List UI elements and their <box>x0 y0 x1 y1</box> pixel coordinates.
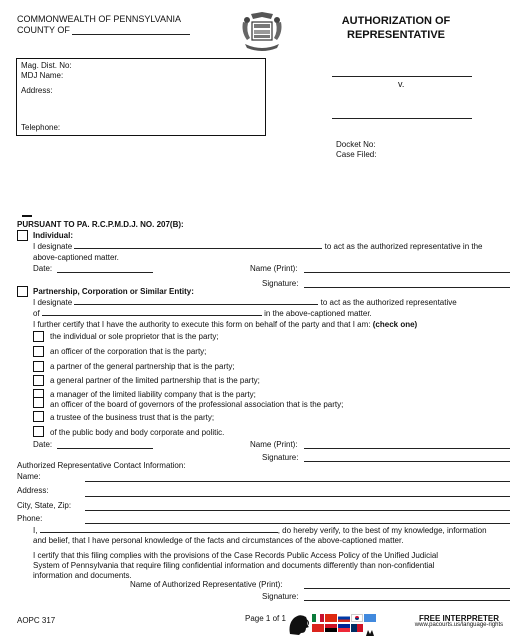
flag-icon-vietnam <box>312 624 324 632</box>
rep-signature-field[interactable] <box>304 600 510 601</box>
verify-name-field[interactable] <box>40 532 278 533</box>
rep-city-label: City, State, Zip: <box>17 501 72 510</box>
option-label-7: a trustee of the business trust that is the party; <box>50 413 215 422</box>
individual-designate-row <box>33 242 482 251</box>
option-label-6: an officer of the board of governors of the professional association that is the party; <box>50 400 344 409</box>
county-label: COUNTY OF <box>17 25 70 35</box>
designate-prefix: I designate <box>33 242 73 251</box>
defendant-line[interactable] <box>332 118 472 119</box>
option-checkbox-8[interactable] <box>33 426 44 437</box>
rep-address-label: Address: <box>17 486 49 495</box>
rep-name-field[interactable] <box>85 481 510 482</box>
flag-icon-dominican <box>351 624 363 632</box>
option-checkbox-4[interactable] <box>33 375 44 386</box>
versus-label: v. <box>398 79 405 89</box>
flag-icon-russia <box>338 614 350 622</box>
option-checkbox-7[interactable] <box>33 411 44 422</box>
title-line-2: REPRESENTATIVE <box>347 29 445 41</box>
rep-print-label: Name of Authorized Representative (Print): <box>130 580 283 589</box>
entity-signature-field[interactable] <box>304 461 510 462</box>
language-rights-link[interactable]: www.pacourts.us/language-rights <box>414 622 504 628</box>
entity-label: Partnership, Corporation or Similar Entity: <box>33 287 194 296</box>
option-label-2: an officer of the corporation that is the party; <box>50 347 207 356</box>
entity-name-label: Name (Print): <box>250 440 298 449</box>
certify-line2: System of Pennsylvania that require filing confidential information and documents differently than non-confidential <box>33 561 435 570</box>
interpreter-label: FREE INTERPRETER <box>418 614 499 623</box>
individual-signature-field[interactable] <box>304 287 510 288</box>
entity-designate-row <box>33 298 457 307</box>
option-label-3: a partner of the general partnership that is the party; <box>50 362 235 371</box>
form-title <box>336 14 456 42</box>
entity-representative-field[interactable] <box>74 304 318 305</box>
flag-icon-egypt <box>325 624 337 632</box>
entity-date-field[interactable] <box>57 448 153 449</box>
title-line-1: AUTHORIZATION OF <box>341 15 451 27</box>
court-address-label: Address: <box>21 86 53 95</box>
individual-date-field[interactable] <box>57 272 153 273</box>
rep-phone-label: Phone: <box>17 514 43 523</box>
pennsylvania-seal-icon <box>237 10 287 54</box>
entity-certify-row <box>33 320 417 329</box>
interpreter-head-icon <box>286 612 310 636</box>
pursuant-heading: PURSUANT TO PA. R.C.P.M.D.J. NO. 207(B): <box>17 220 184 229</box>
entity-checkbox[interactable] <box>17 286 28 297</box>
designate-suffix: to act as the authorized representative in the <box>324 242 483 251</box>
flag-icon-korea <box>351 614 363 622</box>
form-id: AOPC 317 <box>17 616 56 625</box>
option-checkbox-2[interactable] <box>33 346 44 357</box>
page-number: Page 1 of 1 <box>245 614 286 623</box>
rep-city-field[interactable] <box>85 510 510 511</box>
entity-of-label: of <box>33 309 40 318</box>
language-flags <box>312 614 376 634</box>
entity-of-suffix: in the above-captioned matter. <box>264 309 372 318</box>
individual-representative-field[interactable] <box>74 248 322 249</box>
individual-name-label: Name (Print): <box>250 264 298 273</box>
rep-name-label: Name: <box>17 472 41 481</box>
individual-line2: above-captioned matter. <box>33 253 119 262</box>
rep-signature-label: Signature: <box>262 592 299 601</box>
certify-line1: I certify that this filing complies with the provisions of the Case Records Public Access Policy of the Unified Judicial <box>33 551 439 560</box>
certify-line3: information and documents. <box>33 571 132 580</box>
entity-certify-text: I further certify that I have the authority to execute this form on behalf of the party and that I am: <box>33 320 371 329</box>
check-one-label: (check one) <box>372 320 418 329</box>
commonwealth-label: COMMONWEALTH OF PENNSYLVANIA <box>17 14 182 24</box>
verify-row <box>33 526 487 535</box>
entity-of-row <box>33 309 372 318</box>
individual-date-label: Date: <box>33 264 53 273</box>
entity-party-field[interactable] <box>42 315 262 316</box>
flag-icon-somalia <box>364 614 376 622</box>
rep-address-field[interactable] <box>85 496 510 497</box>
option-checkbox-1[interactable] <box>33 331 44 342</box>
verify-i-label: I, <box>33 526 38 535</box>
flag-icon-haiti <box>338 624 350 632</box>
flag-icon-mexico <box>312 614 324 622</box>
mag-dist-label: Mag. Dist. No: <box>21 61 72 70</box>
individual-name-field[interactable] <box>304 272 510 273</box>
county-line <box>72 34 190 35</box>
option-checkbox-3[interactable] <box>33 361 44 372</box>
rep-phone-field[interactable] <box>85 523 510 524</box>
option-label-4: a general partner of the limited partnership that is the party; <box>50 376 260 385</box>
plaintiff-line[interactable] <box>332 76 472 77</box>
mdj-name-label: MDJ Name: <box>21 71 64 80</box>
verify-line2: and belief, that I have personal knowledge of the facts and circumstances of the above-captioned matter. <box>33 536 404 545</box>
individual-checkbox[interactable] <box>17 230 28 241</box>
case-filed-label: Case Filed: <box>336 150 377 159</box>
option-label-8: of the public body and body corporate and politic. <box>50 428 225 437</box>
docket-label: Docket No: <box>336 140 376 149</box>
rep-print-field[interactable] <box>304 588 510 589</box>
entity-name-field[interactable] <box>304 448 510 449</box>
individual-label: Individual: <box>33 231 73 240</box>
sign-language-icon <box>364 624 376 632</box>
entity-signature-label: Signature: <box>262 453 299 462</box>
rep-contact-heading: Authorized Representative Contact Information: <box>17 461 186 470</box>
entity-designate-suffix: to act as the authorized representative <box>320 298 457 307</box>
option-label-1: the individual or sole proprietor that is the party; <box>50 332 219 341</box>
option-label-5: a manager of the limited liability company that is the party; <box>50 390 256 399</box>
section-marker <box>22 215 32 217</box>
entity-designate-prefix: I designate <box>33 298 73 307</box>
option-checkbox-6[interactable] <box>33 397 44 408</box>
individual-signature-label: Signature: <box>262 279 299 288</box>
entity-date-label: Date: <box>33 440 53 449</box>
verify-line1-suffix: , do hereby verify, to the best of my knowledge, information <box>277 526 487 535</box>
court-info-box <box>16 58 266 136</box>
flag-icon-china <box>325 614 337 622</box>
court-telephone-label: Telephone: <box>21 123 61 132</box>
